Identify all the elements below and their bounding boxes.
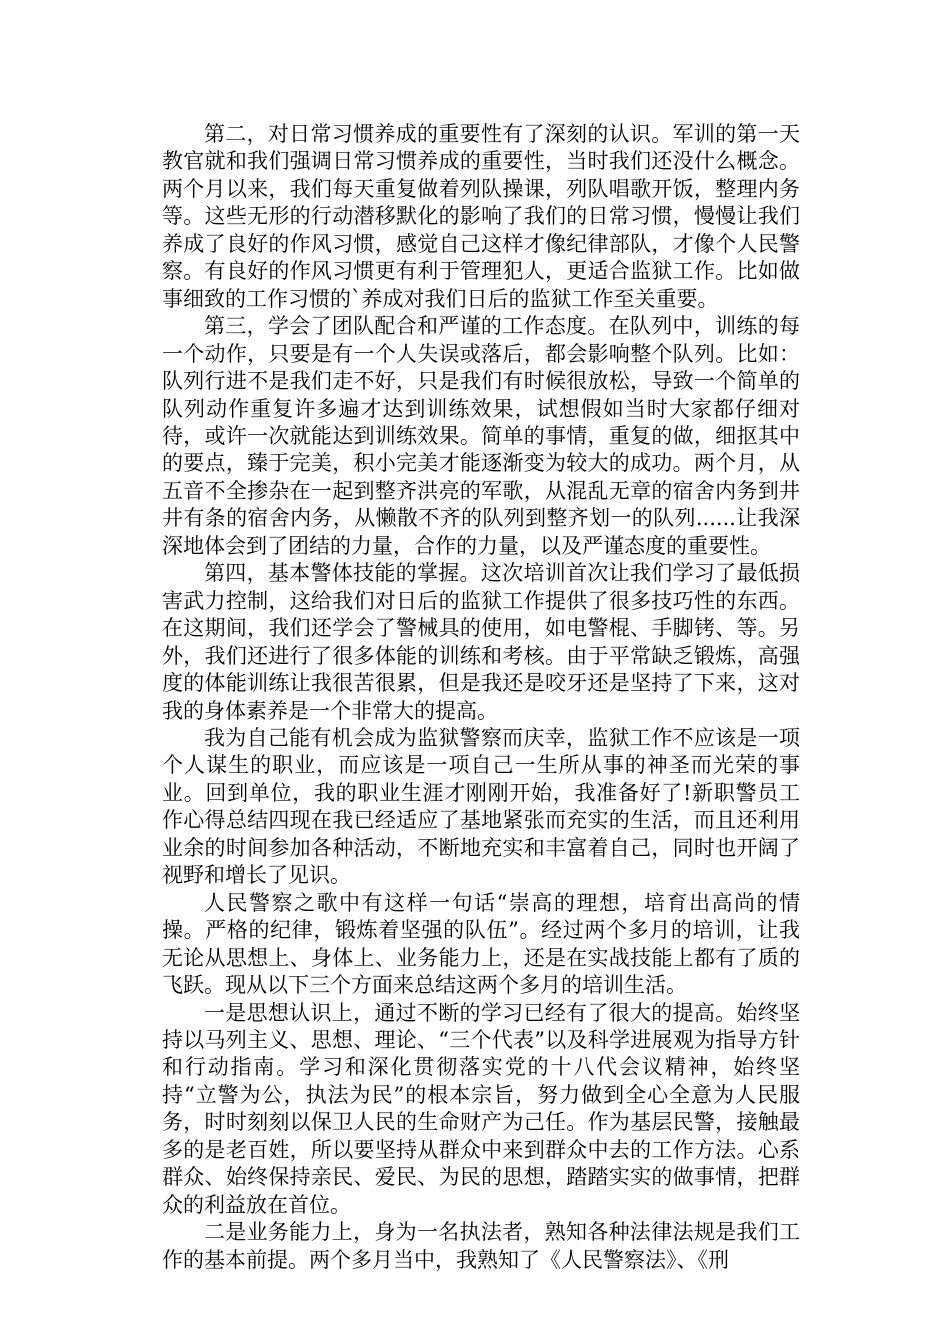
paragraph-police-skills: 第四，基本警体技能的掌握。这次培训首次让我们学习了最低损害武力控制，这给我们对日后的监狱工作提供了很多技巧性的东西。在这期间，我们还学会了警械具的使用，如电警棍、手脚铐、等。另外，我们还进行了很多体能的训练和考核。由于平常缺乏锻炼，高强度的体能训练让我很苦很累，但是我还是咬牙还是坚持了下来，这对我的身体素养是一个非常大的提高。	[162, 561, 800, 723]
paragraph-police-song: 人民警察之歌中有这样一句话“崇高的理想，培育出高尚的情操。严格的纪律，锻炼着坚强的队伍”。经过两个多月的培训，让我无论从思想上、身体上、业务能力上，还是在实战技能上都有了质的飞跃。现从以下三个方面来总结这两个多月的培训生活。	[162, 890, 800, 998]
paragraph-teamwork: 第三，学会了团队配合和严谨的工作态度。在队列中，训练的每一个动作，只要是有一个人失误或落后，都会影响整个队列。比如：队列行进不是我们走不好，只是我们有时候很放松，导致一个简单的队列动作重复许多遍才达到训练效果，试想假如当时大家都仔细对待，或许一次就能达到训练效果。简单的事情，重复的做，细抠其中的要点，臻于完美，积小完美才能逐渐变为较大的成功。两个月，从五音不全掺杂在一起到整齐洪亮的军歌，从混乱无章的宿舍内务到井井有条的宿舍内务，从懒散不齐的队列到整齐划一的队列......让我深深地体会到了团结的力量，合作的力量，以及严谨态度的重要性。	[162, 314, 800, 558]
paragraph-career: 我为自己能有机会成为监狱警察而庆幸，监狱工作不应该是一项个人谋生的职业，而应该是一项自己一生所从事的神圣而光荣的事业。回到单位，我的职业生涯才刚刚开始，我准备好了!新职警员工作心得总结四现在我已经适应了基地紧张而充实的生活，而且还利用业余的时间参加各种活动，不断地充实和丰富着自己，同时也开阔了视野和增长了见识。	[162, 725, 800, 888]
paragraph-ideology: 一是思想认识上，通过不断的学习已经有了很大的提高。始终坚持以马列主义、思想、理论、“三个代表”以及科学进展观为指导方针和行动指南。学习和深化贯彻落实党的十八代会议精神，始终坚持“立警为公，执法为民”的根本宗旨，努力做到全心全意为人民服务，时时刻刻以保卫人民的生命财产为己任。作为基层民警，接触最多的是老百姓，所以要坚持从群众中来到群众中去的工作方法。心系群众、始终保持亲民、爱民、为民的思想，踏踏实实的做事情，把群众的利益放在首位。	[162, 1000, 800, 1217]
document-page	[162, 121, 800, 1274]
paragraph-daily-habits: 第二，对日常习惯养成的重要性有了深刻的认识。军训的第一天教官就和我们强调日常习惯养成的重要性，当时我们还没什么概念。两个月以来，我们每天重复做着列队操课，列队唱歌开饭，整理内务等。这些无形的行动潜移默化的影响了我们的日常习惯，慢慢让我们养成了良好的作风习惯，感觉自己这样才像纪律部队，才像个人民警察。有良好的作风习惯更有利于管理犯人，更适合监狱工作。比如做事细致的工作习惯的`养成对我们日后的监狱工作至关重要。	[162, 122, 800, 311]
paragraph-business-ability: 二是业务能力上，身为一名执法者，熟知各种法律法规是我们工作的基本前提。两个多月当中，我熟知了《人民警察法》、《刑	[162, 1220, 800, 1272]
